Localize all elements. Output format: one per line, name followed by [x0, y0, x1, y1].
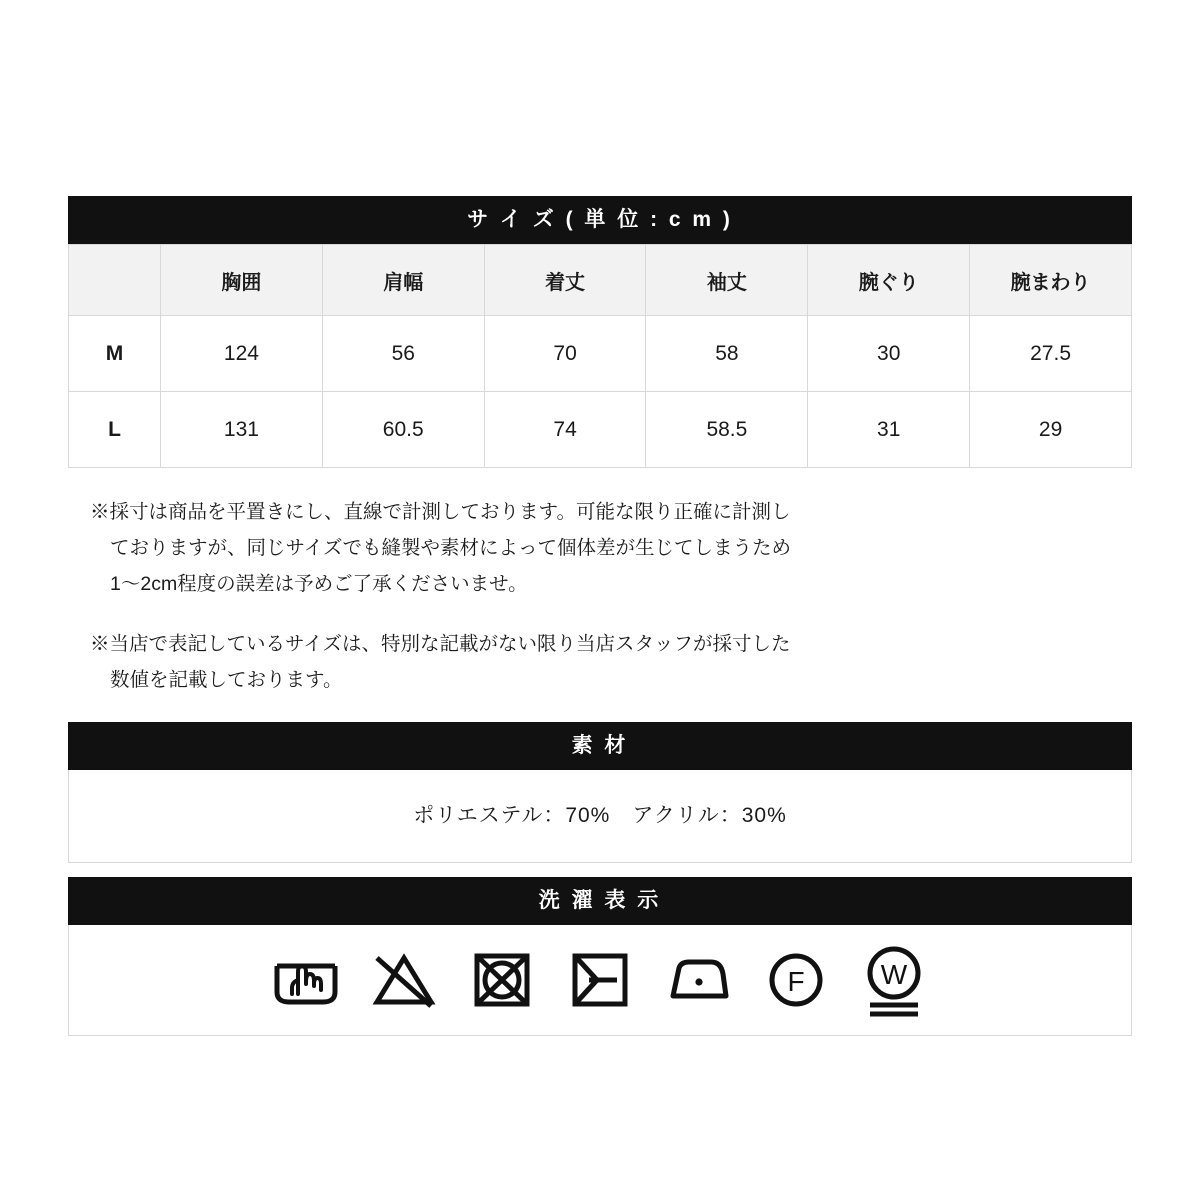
note-staff [90, 626, 1132, 698]
table-cell-m-shoulder: 56 [322, 316, 484, 392]
flat-dry-shade-icon [564, 944, 636, 1016]
note-measurement [90, 494, 1132, 602]
size-section [68, 196, 1132, 468]
note-measurement-line-1: ※採寸は商品を平置きにし、直線で計測しております。可能な限り正確に計測し [90, 501, 791, 523]
note-staff-line-2: 数値を記載しております。 [110, 669, 343, 692]
note-measurement-line-2: ておりますが、同じサイズでも縫製や素材によって個体差が生じてしまうため [110, 537, 791, 560]
wet-clean-w-icon [858, 944, 930, 1016]
content-wrapper [68, 196, 1132, 1036]
table-row [69, 392, 1132, 468]
note-measurement-line-3: 1〜2cm程度の誤差は予めご了承くださいませ。 [110, 573, 528, 596]
table-cell-l-armcircumference: 29 [970, 392, 1132, 468]
table-header-cell-empty [69, 245, 161, 316]
note-staff-line-1: ※当店で表記しているサイズは、特別な記載がない限り当店スタッフが採寸した [90, 633, 791, 656]
notes-block [68, 494, 1132, 698]
material-section-header: 素 材 [68, 722, 1132, 770]
dry-clean-f-icon [760, 944, 832, 1016]
table-cell-l-length: 74 [484, 392, 646, 468]
table-cell-l-sleeve: 58.5 [646, 392, 808, 468]
table-header-cell-armcircumference: 腕まわり [970, 245, 1132, 316]
svg-text:W: W [880, 959, 908, 991]
care-section-header: 洗 濯 表 示 [68, 877, 1132, 925]
table-cell-m-bust: 124 [161, 316, 323, 392]
no-bleach-icon [368, 944, 440, 1016]
table-header-cell-shoulder: 肩幅 [322, 245, 484, 316]
iron-low-icon [662, 944, 734, 1016]
table-header-cell-bust: 胸囲 [161, 245, 323, 316]
size-table [68, 244, 1132, 468]
table-cell-l-shoulder: 60.5 [322, 392, 484, 468]
care-section-body [68, 925, 1132, 1036]
material-section-body: ポリエステル：70% アクリル：30% [68, 770, 1132, 863]
table-cell-l-bust: 131 [161, 392, 323, 468]
table-cell-m-length: 70 [484, 316, 646, 392]
material-section [68, 722, 1132, 863]
table-header-row [69, 245, 1132, 316]
svg-text:F: F [787, 966, 805, 998]
no-tumble-dry-icon [466, 944, 538, 1016]
size-section-header: サ イ ズ ( 単 位 : c m ) [68, 196, 1132, 244]
care-section [68, 877, 1132, 1036]
table-cell-m-sleeve: 58 [646, 316, 808, 392]
table-row-label-m: M [69, 316, 161, 392]
table-row [69, 316, 1132, 392]
table-cell-l-armhole: 31 [808, 392, 970, 468]
table-row-label-l: L [69, 392, 161, 468]
hand-wash-icon [270, 944, 342, 1016]
table-header-cell-sleeve: 袖丈 [646, 245, 808, 316]
table-cell-m-armcircumference: 27.5 [970, 316, 1132, 392]
table-header-cell-armhole: 腕ぐり [808, 245, 970, 316]
table-header-cell-length: 着丈 [484, 245, 646, 316]
table-cell-m-armhole: 30 [808, 316, 970, 392]
